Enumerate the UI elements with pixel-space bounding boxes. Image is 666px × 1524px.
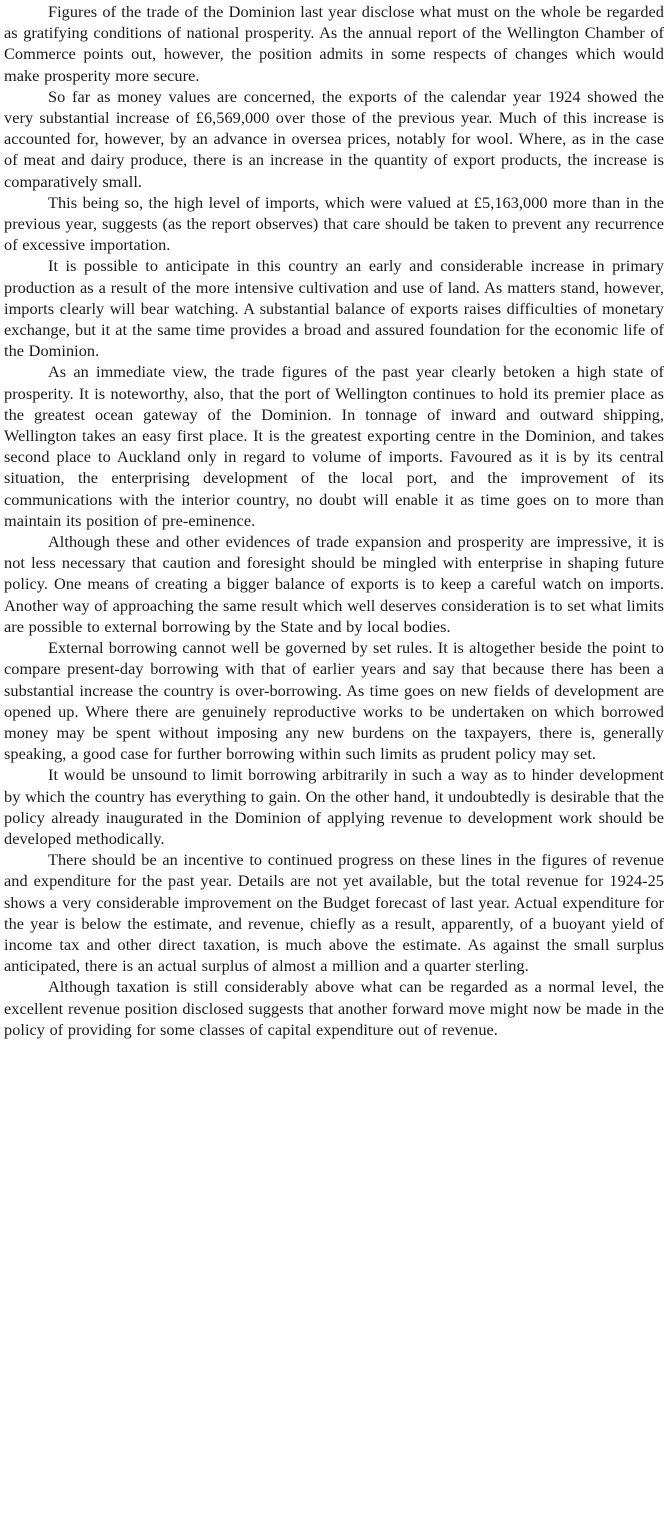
paragraph-taxation: Although taxation is still considerably above what can be regarded as a normal level, the excellent revenue position disclosed suggests that another forward move might now be made in the policy of providing for some classes of capital expenditure out of revenue. xyxy=(4,977,664,1039)
paragraph-caution-foresight: Although these and other evidences of trade expansion and prosperity are impressive, it is not less necessary that caution and foresight should be mingled with enterprise in shaping future policy. One means of creating a bigger balance of exports is to keep a careful watch on imports. Another way of approaching the same result which well deserves consideration is to set what limits are possible to external borrowing by the State and by local bodies. xyxy=(4,532,664,636)
paragraph-external-borrowing: External borrowing cannot well be governed by set rules. It is altogether beside the point to compare present-day borrowing with that of earlier years and say that because there has been a substantial increase the country is over-borrowing. As time goes on new fields of development are opened up. Where there are genuinely reproductive works to be undertaken on which borrowed money may be spent without imposing any new burdens on the taxpayers, there is, generally speaking, a good case for further borrowing within such limits as prudent policy may set. xyxy=(4,638,664,764)
paragraph-exports-increase: So far as money values are concerned, the exports of the calendar year 1924 showed the very substantial increase of £6,569,000 over those of the previous year. Much of this increase is accounted for, however, by an advance in oversea prices, notably for wool. Where, as in the case of meat and dairy produce, there is an increase in the quantity of export products, the increase is comparatively small. xyxy=(4,86,664,191)
paragraph-limit-borrowing: It would be unsound to limit borrowing arbitrarily in such a way as to hinder development by which the country has everything to gain. On the other hand, it undoubtedly is desirable that the policy already inaugurated in the Dominion of applying revenue to development work should be developed methodically. xyxy=(4,765,664,848)
paragraph-trade-figures: Figures of the trade of the Dominion last year disclose what must on the whole be regarded as gratifying conditions of national prosperity. As the annual report of the Wellington Chamber of Commerce points out, however, the position admits in some respects of changes which would make prosperity more secure. xyxy=(4,2,664,85)
paragraph-port-of-wellington: As an immediate view, the trade figures of the past year clearly betoken a high state of prosperity. It is noteworthy, also, that the port of Wellington continues to hold its premier place as the greatest ocean gateway of the Dominion. In tonnage of inward and outward shipping, Wellington takes an easy first place. It is the greatest exporting centre in the Dominion, and takes second place to Auckland only in regard to volume of imports. Favoured as it is by its central situation, the enterprising development of the local port, and the improvement of its communications with the interior country, no doubt will enable it as time goes on to more than maintain its position of pre-eminence. xyxy=(4,362,664,530)
paragraph-imports-level: This being so, the high level of imports, which were valued at £5,163,000 more than in the previous year, suggests (as the report observes) that care should be taken to prevent any recurrence of excessive importation. xyxy=(4,192,664,255)
paragraph-revenue-expenditure: There should be an incentive to continued progress on these lines in the figures of revenue and expenditure for the past year. Details are not yet available, but the total revenue for 1924-25 shows a very considerable improvement on the Budget forecast of last year. Actual expenditure for the year is below the estimate, and revenue, chiefly as a result, apparently, of a buoyant yield of income tax and other direct taxation, is much above the estimate. As against the small surplus anticipated, there is an actual surplus of almost a million and a quarter sterling. xyxy=(4,850,664,976)
article-body xyxy=(4,1,664,1040)
paragraph-primary-production: It is possible to anticipate in this country an early and considerable increase in primary production as a result of the more intensive cultivation and use of land. As matters stand, however, imports clearly will bear watching. A substantial balance of exports raises difficulties of monetary exchange, but it at the same time provides a broad and assured foundation for the economic life of the Dominion. xyxy=(4,256,664,361)
